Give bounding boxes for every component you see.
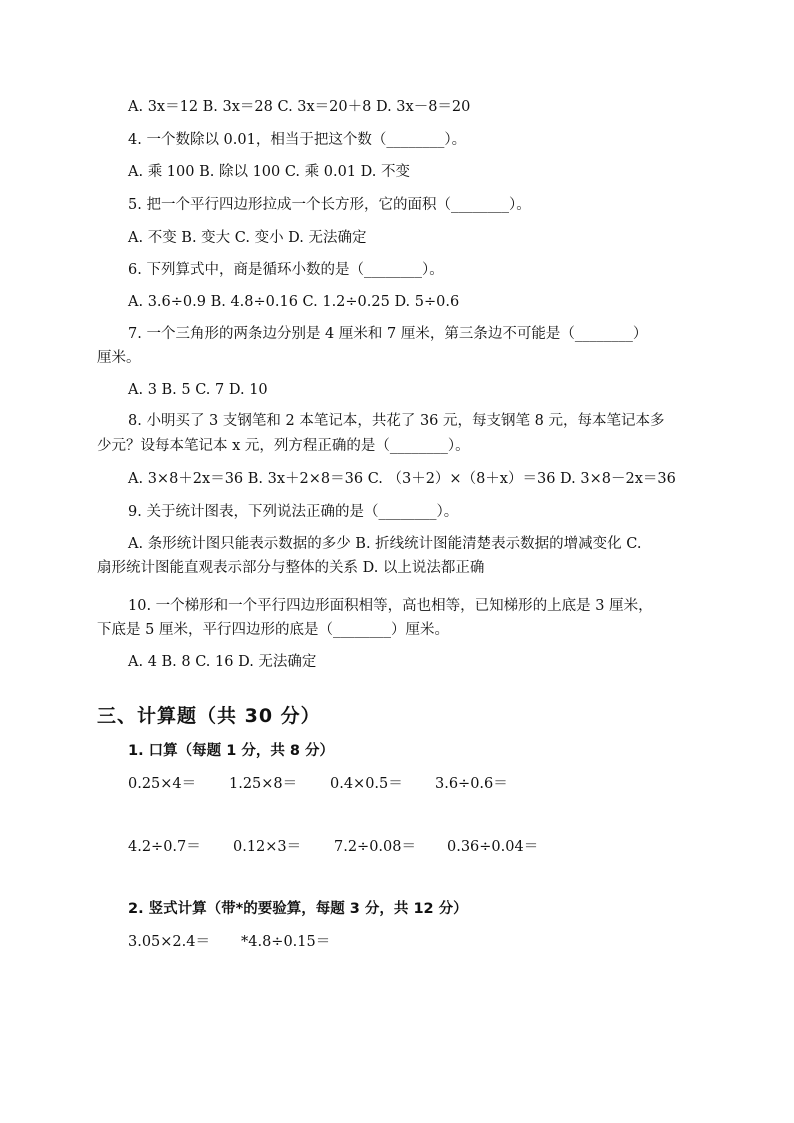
oral-calc-item: 7.2÷0.08＝: [334, 839, 416, 855]
question-7-line1: 7. 一个三角形的两条边分别是 4 厘米和 7 厘米，第三条边不可能是（________）: [128, 326, 648, 342]
oral-calc-item: 0.36÷0.04＝: [447, 839, 539, 855]
question-5: 5. 把一个平行四边形拉成一个长方形，它的面积（________）。: [128, 197, 531, 213]
vertical-calc-item: *4.8÷0.15＝: [241, 934, 331, 950]
oral-calc-item: 1.25×8＝: [229, 776, 298, 792]
question-10-line1: 10. 一个梯形和一个平行四边形面积相等，高也相等，已知梯形的上底是 3 厘米，: [128, 598, 653, 614]
q3-options: A. 3x＝12 B. 3x＝28 C. 3x＝20＋8 D. 3x－8＝20: [128, 99, 471, 115]
question-7-line2: 厘米。: [97, 350, 141, 366]
oral-calc-item: 0.4×0.5＝: [330, 776, 403, 792]
q10-options: A. 4 B. 8 C. 16 D. 无法确定: [128, 654, 317, 670]
q9-options-line2: 扇形统计图能直观表示部分与整体的关系 D. 以上说法都正确: [97, 560, 485, 576]
oral-calc-item: 4.2÷0.7＝: [128, 839, 201, 855]
oral-calc-item: 0.25×4＝: [128, 776, 197, 792]
question-8-line1: 8. 小明买了 3 支钢笔和 2 本笔记本，共花了 36 元，每支钢笔 8 元，每本笔记本多: [128, 413, 665, 429]
section-3-heading: 三、计算题（共 30 分）: [97, 705, 321, 727]
q8-options: A. 3×8＋2x＝36 B. 3x＋2×8＝36 C. （3＋2）×（8＋x）＝36 D. 3×8－2x＝36: [128, 471, 676, 487]
question-10-line2: 下底是 5 厘米，平行四边形的底是（________）厘米。: [97, 622, 449, 638]
vertical-calc-item: 3.05×2.4＝: [128, 934, 210, 950]
question-4: 4. 一个数除以 0.01，相当于把这个数（________）。: [128, 132, 467, 148]
oral-calc-item: 3.6÷0.6＝: [435, 776, 508, 792]
q9-options-line1: A. 条形统计图只能表示数据的多少 B. 折线统计图能清楚表示数据的增减变化 C.: [128, 536, 642, 552]
oral-calc-heading: 1. 口算（每题 1 分，共 8 分）: [128, 743, 335, 759]
oral-calc-item: 0.12×3＝: [233, 839, 302, 855]
q6-options: A. 3.6÷0.9 B. 4.8÷0.16 C. 1.2÷0.25 D. 5÷0.6: [128, 294, 460, 310]
vertical-calc-heading: 2. 竖式计算（带*的要验算，每题 3 分，共 12 分）: [128, 901, 468, 917]
question-6: 6. 下列算式中，商是循环小数的是（________）。: [128, 262, 444, 278]
question-9: 9. 关于统计图表，下列说法正确的是（________）。: [128, 504, 459, 520]
q5-options: A. 不变 B. 变大 C. 变小 D. 无法确定: [128, 230, 367, 246]
q7-options: A. 3 B. 5 C. 7 D. 10: [128, 382, 268, 398]
question-8-line2: 少元？设每本笔记本 x 元，列方程正确的是（________）。: [97, 438, 470, 454]
q4-options: A. 乘 100 B. 除以 100 C. 乘 0.01 D. 不变: [128, 164, 410, 180]
